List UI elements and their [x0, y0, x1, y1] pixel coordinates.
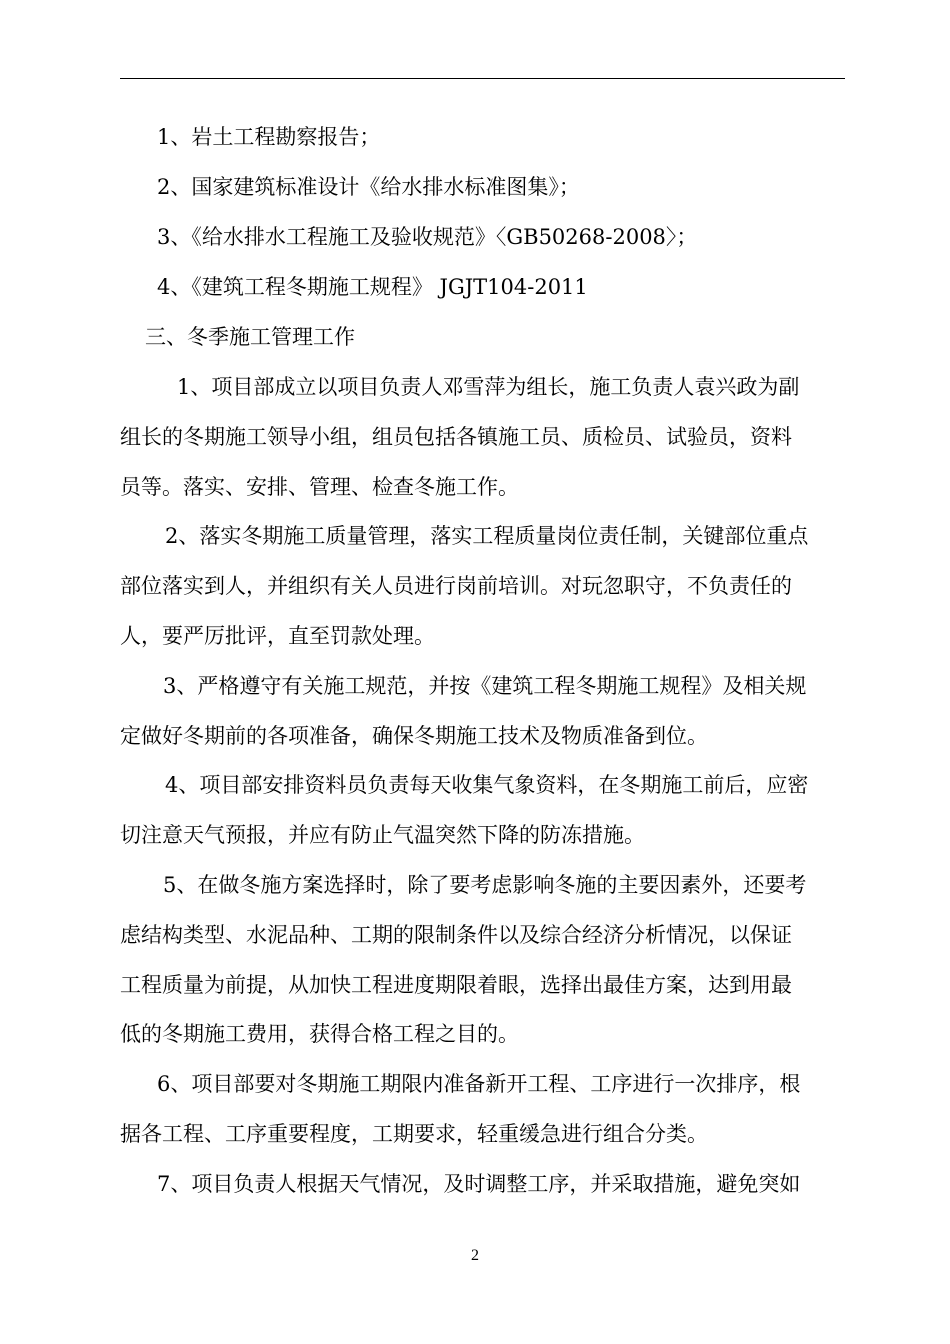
paragraph-line: 定做好冬期前的各项准备，确保冬期施工技术及物质准备到位。 [120, 724, 708, 748]
paragraph-line: 虑结构类型、水泥品种、工期的限制条件以及综合经济分析情况，以保证 [120, 923, 792, 947]
paragraph-line: 员等。落实、安排、管理、检查冬施工作。 [120, 475, 519, 499]
paragraph-line: 2、落实冬期施工质量管理，落实工程质量岗位责任制，关键部位重点 [165, 524, 809, 548]
paragraph-line: 3、严格遵守有关施工规范，并按《建筑工程冬期施工规程》及相关规 [163, 674, 807, 698]
paragraph-line: 据各工程、工序重要程度，工期要求，轻重缓急进行组合分类。 [120, 1122, 708, 1146]
paragraph-line: 切注意天气预报，并应有防止气温突然下降的防冻措施。 [120, 823, 645, 847]
paragraph-line: 1、项目部成立以项目负责人邓雪萍为组长，施工负责人袁兴政为副 [177, 375, 800, 399]
paragraph-line: 7、项目负责人根据天气情况，及时调整工序，并采取措施，避免突如 [157, 1172, 801, 1196]
paragraph-line: 5、在做冬施方案选择时，除了要考虑影响冬施的主要因素外，还要考 [163, 873, 807, 897]
paragraph-line: 工程质量为前提，从加快工程进度期限着眼，选择出最佳方案，达到用最 [120, 973, 792, 997]
paragraph-line: 人，要严厉批评，直至罚款处理。 [120, 624, 435, 648]
page-number: 2 [471, 1247, 479, 1264]
paragraph-line: 组长的冬期施工领导小组，组员包括各镇施工员、质检员、试验员，资料 [120, 425, 792, 449]
reference-item-1: 1、岩土工程勘察报告； [157, 125, 381, 149]
reference-item-4: 4、《建筑工程冬期施工规程》 JGJT104-2011 [157, 275, 588, 299]
section-heading: 三、冬季施工管理工作 [145, 325, 355, 349]
reference-item-3: 3、《给水排水工程施工及验收规范》〈GB50268-2008〉； [157, 225, 698, 249]
paragraph-line: 6、项目部要对冬期施工期限内准备新开工程、工序进行一次排序，根 [157, 1072, 801, 1096]
header-rule [120, 78, 845, 79]
paragraph-line: 4、项目部安排资料员负责每天收集气象资料，在冬期施工前后，应密 [165, 773, 809, 797]
paragraph-line: 低的冬期施工费用，获得合格工程之目的。 [120, 1022, 519, 1046]
reference-item-2: 2、国家建筑标准设计《给水排水标准图集》； [157, 175, 580, 199]
paragraph-line: 部位落实到人，并组织有关人员进行岗前培训。对玩忽职守，不负责任的 [120, 574, 792, 598]
